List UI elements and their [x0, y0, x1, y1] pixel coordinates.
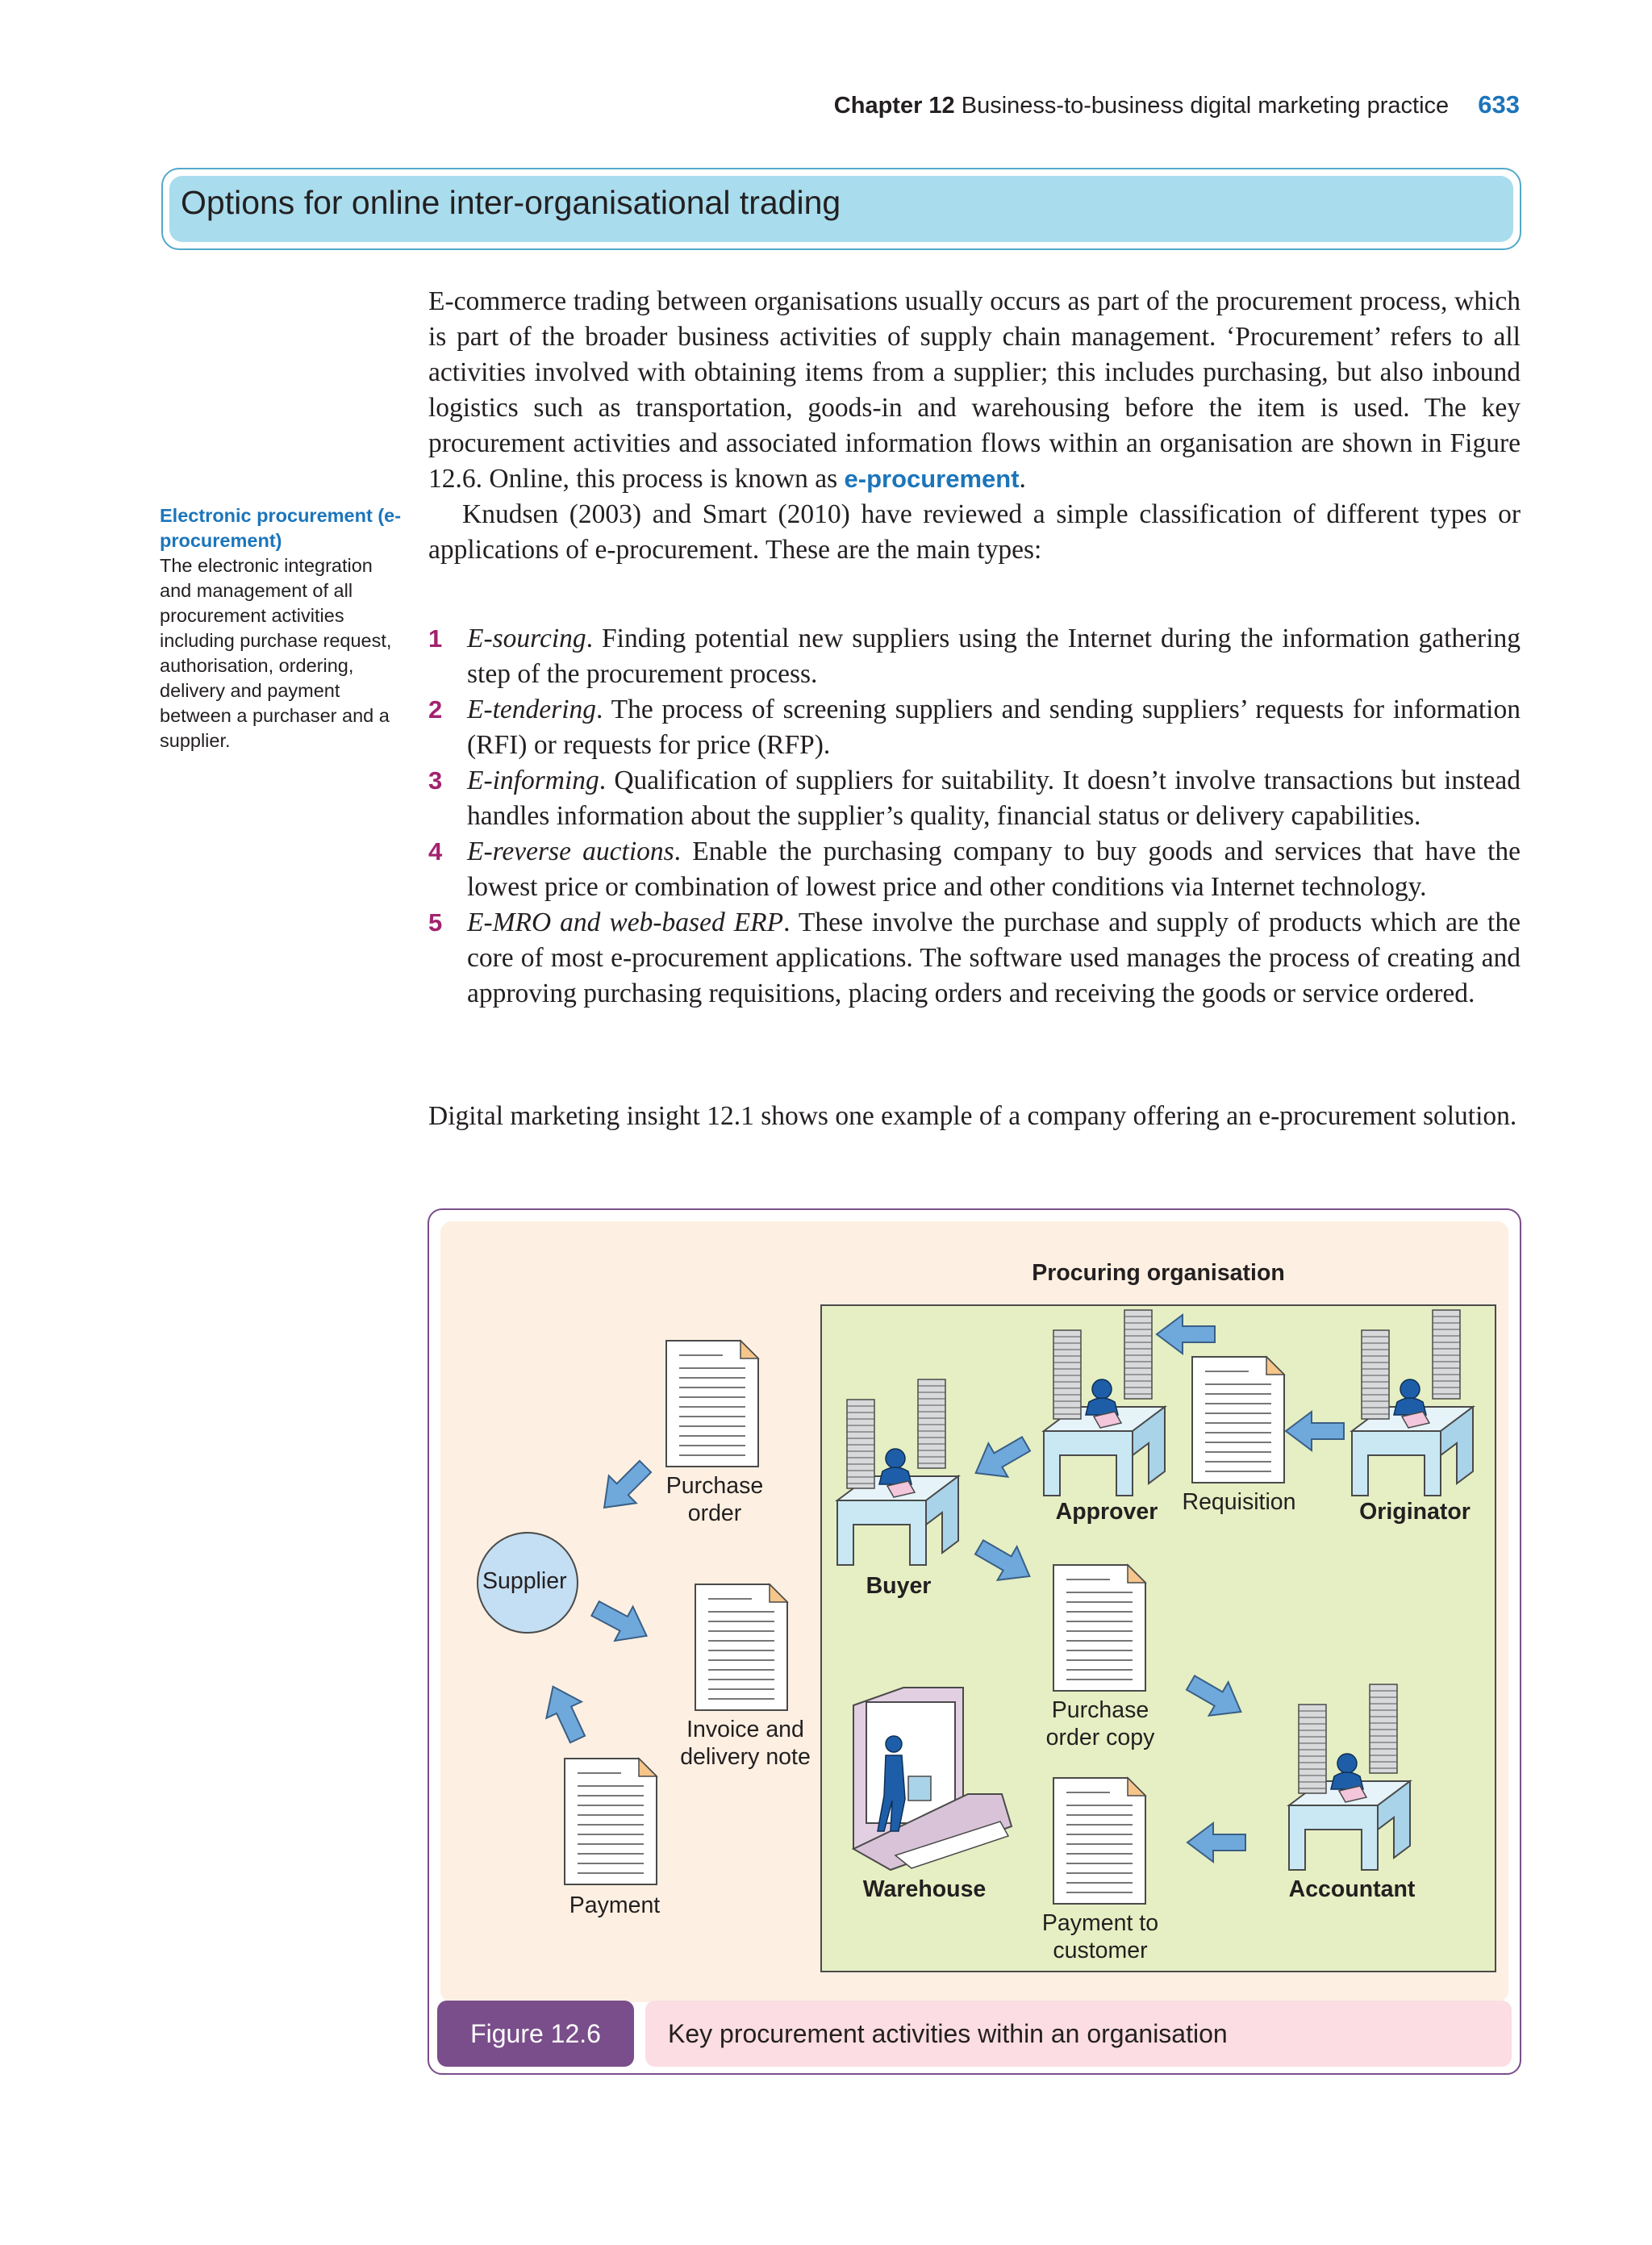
list-number: 1 [428, 624, 443, 653]
paragraph-1-text: E-commerce trading between organisations usually occurs as part of the procurement process, which is part of the broader business activities of supply chain management. ‘Procurement’ refers to all activities involved with obtaining items from a supplier; this includes purchasing, but also inbound logistics such as transportation, goods-in and warehousing before the item is used. The key procurement activities and associated information flows within an organisation are shown in Figure 12.6. Online, this process is known as [428, 286, 1521, 494]
glossary-definition: The electronic integration and management of all procurement activities including purchase request, authorisation, ordering, delivery and payment between a purchaser and a supplier. [160, 555, 392, 751]
approver-label: Approver [1055, 1499, 1158, 1525]
keyword-e-procurement: e-procurement [844, 465, 1020, 493]
paragraph-2: Knudsen (2003) and Smart (2010) have reviewed a simple classification of different types or applications of e-procurement. These are the main types: [428, 499, 1521, 565]
payment-document [565, 1759, 657, 1884]
list-text: . Finding potential new suppliers using the Internet during the information gathering step of the procurement process. [467, 624, 1521, 689]
payment-to-customer-document [1053, 1778, 1145, 1904]
supplier-label: Supplier [482, 1568, 567, 1594]
list-term: E-sourcing [467, 624, 586, 653]
list-number: 3 [428, 766, 443, 795]
payment-label: Payment [569, 1892, 661, 1918]
requisition-document [1192, 1357, 1284, 1483]
list-term: E-reverse auctions [467, 837, 674, 866]
list-number: 4 [428, 837, 443, 866]
list-text: . Qualification of suppliers for suitability. It doesn’t involve transactions but instead handles information about the supplier’s quality, financial status or delivery capabilities. [467, 766, 1521, 831]
list-number: 2 [428, 695, 443, 724]
invoice-label-2: delivery note [680, 1744, 811, 1770]
page-number: 633 [1478, 90, 1520, 119]
purchase-order-document [666, 1341, 758, 1467]
list-text: . The process of screening suppliers and sending suppliers’ requests for information (RFI) or requests for price (RFP). [467, 695, 1521, 760]
figure-number: Figure 12.6 [437, 2001, 634, 2067]
list-text: . These involve the purchase and supply of products which are the core of most e-procurement applications. The software used manages the process of creating and approving purchasing requisitions, placing orders and receiving the goods or service ordered. [467, 908, 1521, 1008]
purchase-order-label-2: order [687, 1500, 742, 1526]
purchase-order-label-1: Purchase [665, 1473, 764, 1499]
paragraph-1-end: . [1019, 464, 1026, 494]
buyer-label: Buyer [866, 1573, 932, 1599]
list-term: E-tendering [467, 695, 597, 724]
po-copy-label-2: order copy [1045, 1725, 1155, 1751]
chapter-title: Business-to-business digital marketing practice [961, 93, 1450, 119]
originator-label: Originator [1359, 1499, 1471, 1525]
invoice-delivery-note-document [695, 1584, 787, 1710]
warehouse-label: Warehouse [862, 1876, 987, 1902]
chapter-label: Chapter 12 [833, 93, 955, 119]
glossary-term: Electronic procurement (e-procurement) [160, 505, 402, 551]
list-term: E-MRO and web-based ERP [467, 908, 784, 937]
section-title: Options for online inter-organisational trading [181, 184, 841, 221]
po-copy-label-1: Purchase [1051, 1697, 1149, 1723]
list-text: . Enable the purchasing company to buy goods and services that have the lowest price or combination of lowest price and other conditions via Internet technology. [467, 837, 1521, 902]
list-term: E-informing [467, 766, 599, 795]
figure-caption: Key procurement activities within an organisation [645, 2001, 1512, 2067]
payment-to-customer-label-1: Payment to [1041, 1910, 1159, 1936]
requisition-label: Requisition [1182, 1489, 1296, 1515]
list-number: 5 [428, 908, 443, 937]
paragraph-3: Digital marketing insight 12.1 shows one example of a company offering an e-procurement solution. [428, 1101, 1517, 1131]
payment-to-customer-label-2: customer [1053, 1938, 1148, 1963]
purchase-order-copy-document [1053, 1565, 1145, 1691]
invoice-label-1: Invoice and [686, 1717, 804, 1742]
accountant-label: Accountant [1288, 1876, 1416, 1902]
procuring-organisation-label: Procuring organisation [1032, 1260, 1285, 1286]
